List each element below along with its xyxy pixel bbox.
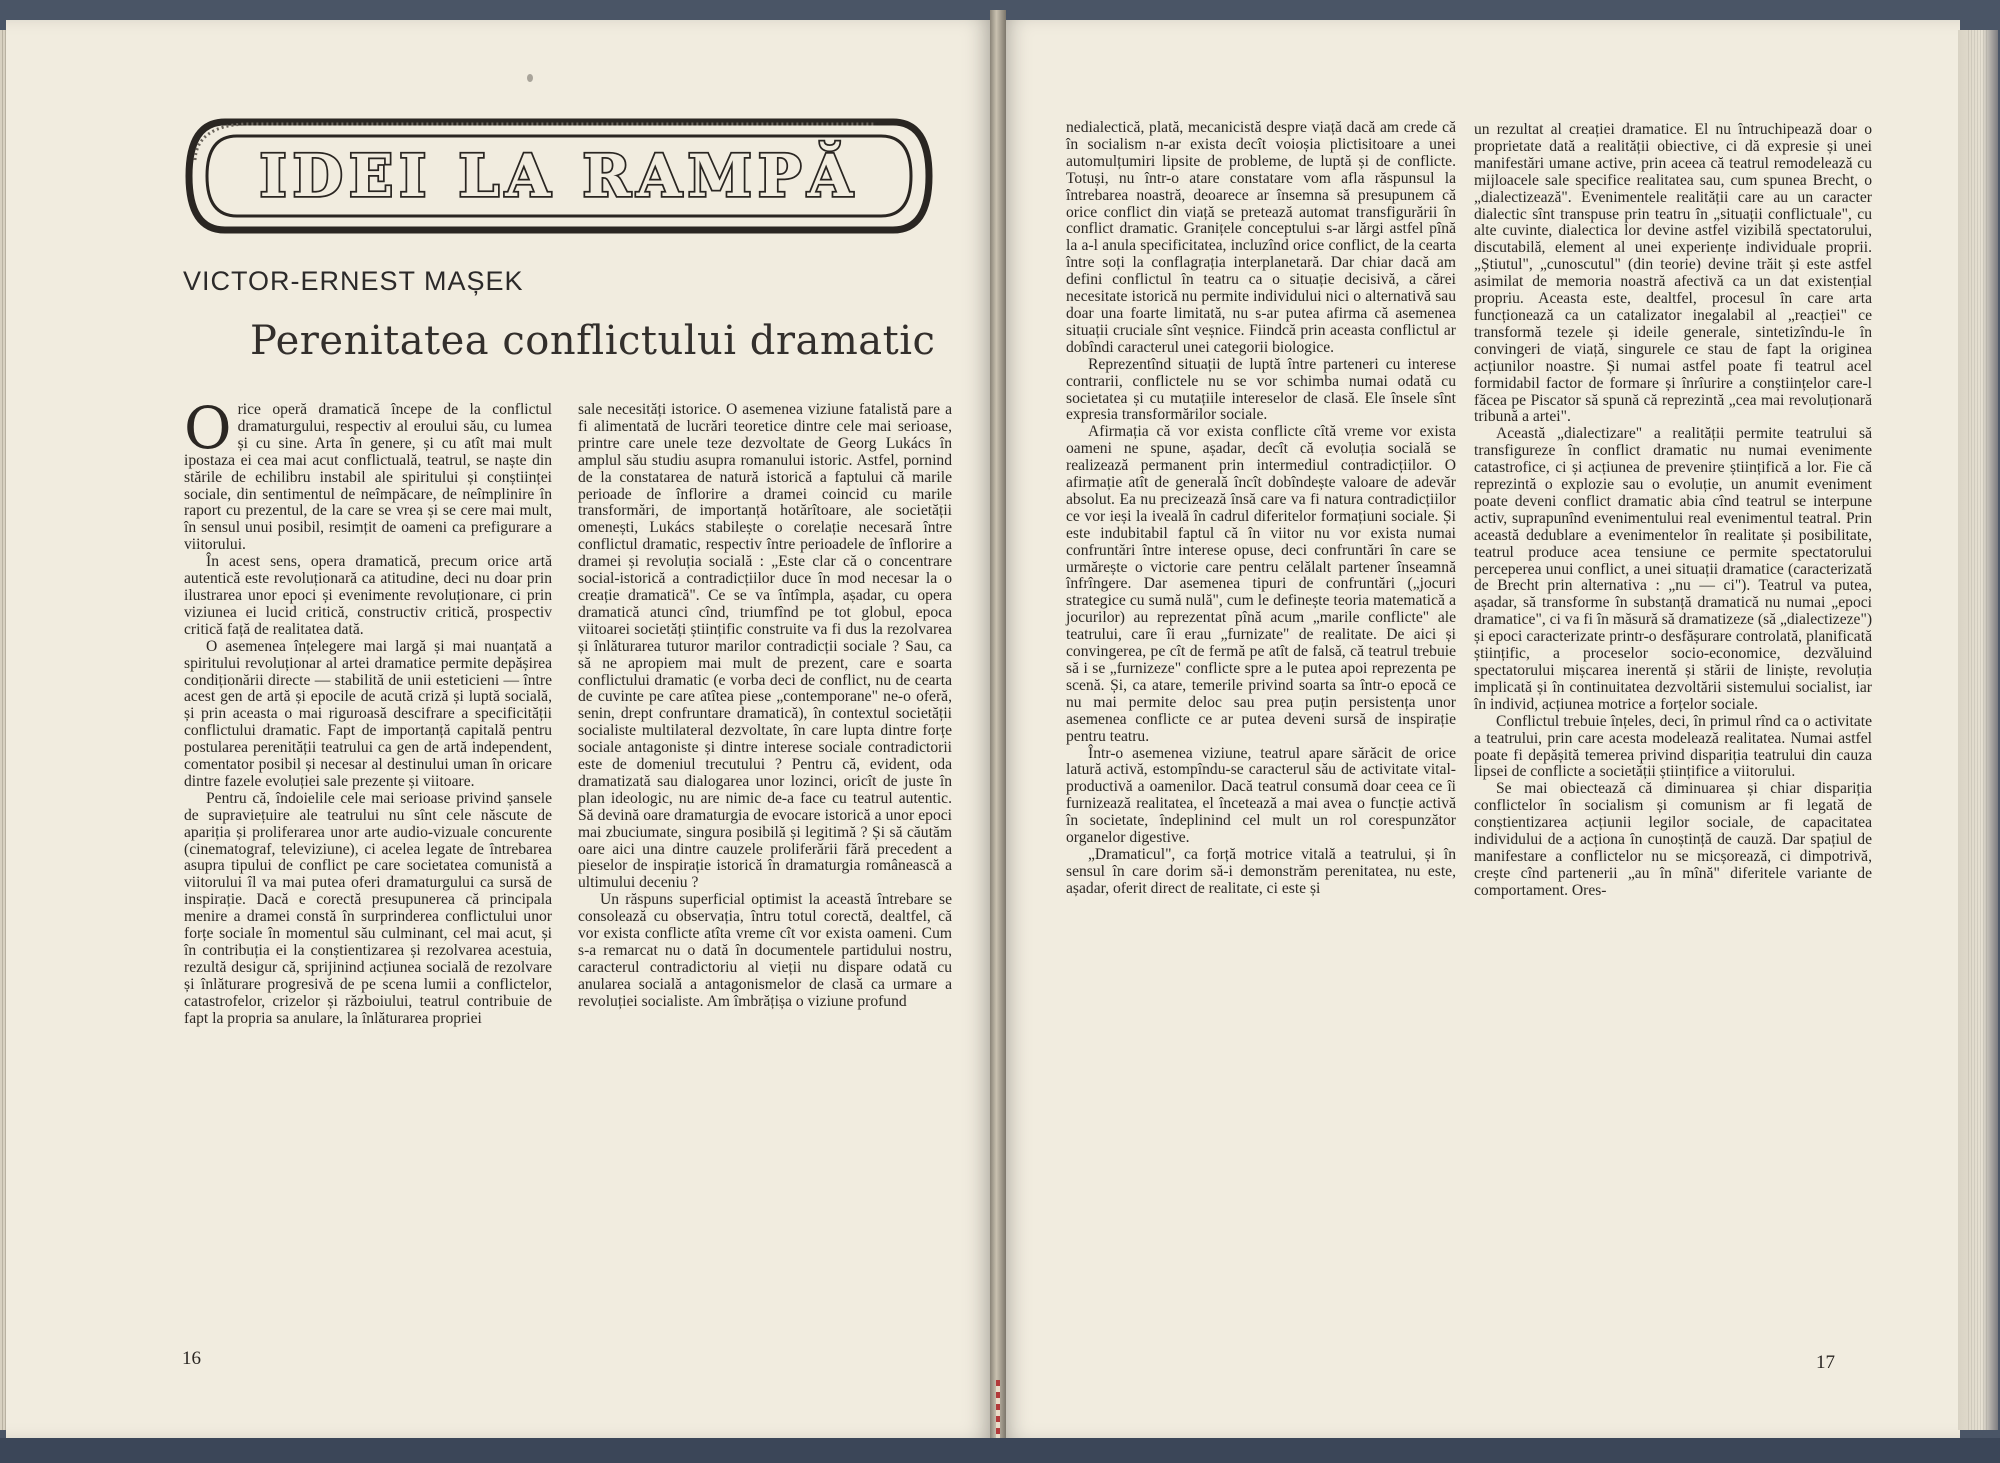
page-number-left: 16	[182, 1348, 201, 1369]
paragraph: „Dramaticul", ca forță motrice vitală a teatrului, și în sensul în care dorim să-i demonstrăm perenitatea, nu este, așadar, oferit direct de realitate, ci este și	[1066, 845, 1456, 897]
paragraph: Conflictul trebuie înțeles, deci, în primul rînd ca o activitate a teatrului, prin care acesta modelează realitatea. Numai astfel poate fi depășită temerea privind dispariția teatrului din cauza lipsei de conflicte a societății științifice a viitorului.	[1474, 712, 1872, 781]
page-number-right: 17	[1816, 1352, 1835, 1373]
paragraph: nedialectică, plată, mecanicistă despre viață dacă am crede că în socialism n-ar exista decît voioșia plictisitoare a unei automulțumiri lipsite de probleme, de luptă și de conflicte. Totuși, nu într-o atare constatare vom afla răspunsul la întrebarea noastră, deoarece ar însemna să presupunem că orice conflict din viață se pretează automat transfigurării în conflict dramatic. Granițele conceptului s-ar lărgi astfel pînă la a-l anula specificitatea, incluzînd orice conflict, de la cearta între soți la conflagrația interplanetară. Dar chiar dacă am defini conflictul în teatru ca o situație decisivă, a cărei necesitate istorică nu permite individului nici o alternativă sau doar una foarte limitată, nu s-ar putea afirma că asemenea situații cruciale sînt veșnice. Fiindcă prin aceasta conflictul ar dobîndi caracterul unei categorii biologice.	[1066, 119, 1456, 356]
binding-stitch	[996, 1380, 1000, 1440]
paragraph: rice operă dramatică începe de la conflictul dramaturgului, respectiv al eroului său, cu lumea și cu sine. Arta în genere, și cu atît mai mult ipostaza ei cea mai acut conflictuală, teatrul, se naște din stările de echilibru instabil ale spiritului și conștiinței sociale, din sentimentul de neîmpăcare, de neîmplinire în raport cu prezentul, de la care se vrea și se cere mai mult, în sensul unui posibil, resimțit de oameni ca prefigurare a viitorului.	[184, 401, 552, 554]
paragraph: Această „dialectizare" a realității permite teatrului să transfigureze în conflict dramatic nu numai evenimente catastrofice, ci și acțiunea de prevenire științifică a lor. Fie că reprezintă o explozie sau o evoluție, un anumit eveniment poate deveni conflict dramatic abia cînd teatrul se interpune activ, suprapunînd evenimentului real evenimentul teatral. Prin această dedublare a evenimentelor în realitate și posibilitate, teatrul produce acea tensiune ce permite spectatorului perceperea unui conflict, a unei situații dramatice (caracterizată de Brecht prin alternativa : „nu — ci"). Teatrul va putea, așadar, să transforme în substanță dramatică nu numai „epoci dramatice", ci va fi în măsură să dramatizeze (să „dialectizeze") și epoci caracterizate printr-o desfășurare controlată, planificată științific, a proceselor socio-economice, dezvăluind spectatorului mișcarea inerentă și stării de liniște, revoluția implicată și în continuitatea dezvoltării sistemului socialist, iar în individ, acțiunea motrice a forțelor sociale.	[1474, 425, 1873, 713]
left-column-1	[184, 394, 552, 1028]
paragraph: Într-o asemenea viziune, teatrul apare sărăcit de orice latură activă, estompîndu-se caracterul său de activitate vital-productivă a oamenilor. Dacă teatrul consumă doar ceea ce îi furnizează realitatea, el încetează a mai avea o funcție activă în societate, îndeplinind cel mult un rol corespunzător organelor digestive.	[1066, 744, 1456, 847]
paragraph: sale necesități istorice. O asemenea viziune fatalistă pare a fi alimentată de lucrări teoretice dintre cele mai serioase, printre care unele teze dezvoltate de Georg Lukács în amplul său studiu asupra romanului istoric. Astfel, pornind de la constatarea de natură istorică a faptului că marile perioade de înflorire a dramei coincid cu marile transformări, de importanță hotărîtoare, ale societății omenești, Lukács stabilește o corelație necesară între conflictul dramatic, respectiv între perioadele de înflorire a dramei și revoluția socială : „Este clar că o concentrare social-istorică a contradicțiilor duce în mod necesar la o creație dramatică". Ce se va întîmpla, așadar, cu opera dramatică atunci cînd, triumfînd pe tot globul, epoca viitoarei societăți științific construite va fi dus la rezolvarea și înlăturarea tuturor marilor contradicții sociale ? Sau, ca să ne apropiem mai mult de prezent, care e soarta conflictului dramatic (e vorba deci de conflict, nu de cearta de cuvinte pe care atîtea piese „contemporane" ne-o oferă, senin, drept confruntare dramatică), în contextul societății socialiste multilateral dezvoltate, în care lupta dintre forțe sociale antagoniste și dintre interese sociale contradictorii este de domeniul trecutului ? Pentru că, evident, oda dramatizată sau dialogarea unor lozinci, oricît de juste în plan ideologic, nu are nimic de-a face cu teatrul autentic. Să devină oare dramaturgia de evocare istorică a unor epoci mai zbuciumate, singura posibilă și legitimă ? Și să căutăm oare aici una dintre cauzele proliferării fără precedent a pieselor de inspirație istorică în dramaturgia românească a ultimului deceniu ?	[578, 401, 952, 892]
paragraph: Reprezentînd situații de luptă între parteneri cu interese contrarii, conflictele nu se vor schimba numai odată cu societatea și cu mutațiile intereselor de clasă. Ele însele sînt expresia transformărilor sociale.	[1066, 355, 1456, 424]
article-title: Perenitatea conflictului dramatic	[250, 318, 936, 364]
paragraph: Se mai obiectează că diminuarea și chiar dispariția conflictelor în socialism și comunism ar fi legată de conștientizarea acțiunii legilor sociale, de capacitatea individului de a acționa în cunoștință de cauză. Dar spațiul de manifestare a conflictelor nu se micșorează, ci dimpotrivă, crește cînd partenerii „au în mînă" diferitele variante de comportament. Ores-	[1474, 780, 1872, 899]
paragraph: În acest sens, opera dramatică, precum orice artă autentică este revoluționară ca atitudine, deci nu doar prin ilustrarea unor epoci și evenimente revoluționare, ci prin viziunea ei lucid critică, constructiv critică, prospectiv critică față de realitatea dată.	[184, 553, 552, 638]
book-gutter	[990, 10, 1006, 1450]
paragraph: Afirmația că vor exista conflicte cîtă vreme vor exista oameni ne spune, așadar, decît că evoluția socială se realizează permanent prin intermediul contradicțiilor. O afirmație atît de generală încît dobîndește valoare de adevăr absolut. Ea nu precizează însă care va fi natura contradicțiilor ce vor ieși la iveală în cadrul diferitelor formațiuni sociale. Și este indubitabil faptul că în viitor nu vor exista numai confruntări între interese opuse, deci confruntări în care se urmărește o victorie care pentru celălalt partener înseamnă înfrîngere. Dar asemenea tipuri de confruntări („jocuri strategice cu sumă nulă", cum le definește teoria matematică a jocurilor) au reprezentat pînă acum „marile conflicte" ale teatrului, care îi erau „furnizate" de realitate. De aici și convingerea, pe cît de fermă pe atît de falsă, că teatrul trebuie să i se „furnizeze" conflicte spre a le putea apoi reprezenta pe scenă. Și, ca atare, temerile privind soarta sa într-o epocă ce nu mai permite deloc sau prea puțin persistența unor asemenea conflicte ce ar putea deveni sursă de inspirație pentru teatru.	[1066, 423, 1456, 745]
masthead-frame	[185, 112, 933, 240]
drop-cap: O	[184, 394, 232, 462]
left-column-2	[578, 402, 952, 1011]
right-column-2	[1474, 122, 1872, 900]
paragraph: Pentru că, îndoielile cele mai serioase privind șansele de supraviețuire ale teatrului nu sînt cele născute de apariția și proliferarea unor arte audio-vizuale concurente (cinematograf, televiziune), ci acelea legate de întrebarea asupra tipului de conflict pe care societatea comunistă a viitorului îl va mai putea oferi dramaturgului ca sursă de inspirație. Dacă e corectă presupunerea că principala menire a dramei constă în surprinderea conflictului unor forțe sociale în momentul său culminant, cel mai acut, și în contribuția ei la conștientizarea și rezolvarea acestuia, rezultă desigur că, sprijinind acțiunea socială de rezolvare și înlăturare progresivă de pe scena lumii a conflictelor, catastrofelor, crizelor și războiului, teatrul contribuie de fapt la propria sa anulare, la înlăturarea propriei	[184, 789, 552, 1027]
cover-edge	[0, 1438, 2000, 1463]
section-title: IDEI LA RAMPĂ	[259, 142, 859, 210]
page-edge-right	[1958, 30, 1998, 1430]
paragraph: Un răspuns superficial optimist la această întrebare se consolează cu observația, întru totul corectă, dealtfel, că vor exista conflicte atîta vreme cît vor exista oameni. Cum s-a remarcat nu o dată în documentele partidului nostru, caracterul contradictoriu al vieții nu dispare odată cu anularea socială a antagonismelor de clasă ca urmare a revoluției socialiste. Am îmbrățișa o viziune profund	[578, 891, 952, 1010]
print-speck	[527, 74, 533, 82]
paragraph: un rezultat al creației dramatice. El nu întruchipează doar o proprietate dată a realității obiective, ci dă expresie și unei manifestări umane active, prin aceea că teatrul remodelează cu mijloacele sale specifice realitatea sau, cum spunea Brecht, o „dialectizează". Evenimentele realității care au un caracter dialectic sînt transpuse prin teatru în „situații conflictuale", cu alte cuvinte, dialectica lor devine astfel vizibilă spectatorului, discutabilă, element al unei experiențe individuale proprii. „Știutul", „cunoscutul" (din teorie) devine trăit și este astfel asimilat de memoria noastră afectivă ca un dat existențial propriu. Aceasta este, dealtfel, procesul în care arta funcționează ca un catalizator inegalabil al „reacției" ce transformă tezele și ideile generale, sintetizîndu-le în convingeri de viață, singurele ce stau de fapt la originea acțiunilor noastre. Și numai astfel poate fi teatrul acel formidabil factor de formare și înrîurire a conștiințelor care-l făcea pe Piscator să spună că reprezintă „cea mai revoluționară tribună a artei".	[1474, 121, 1872, 426]
author-byline: VICTOR-ERNEST MAȘEK	[183, 266, 524, 296]
right-column-1	[1066, 120, 1456, 898]
paragraph: O asemenea înțelegere mai largă și mai nuanțată a spiritului revoluționar al artei dramatice permite depășirea condiționării directe — stabilită de unii esteticieni — între acest gen de artă și epocile de acută criză și luptă socială, și prin aceasta o mai riguroasă descifrare a specificității conflictului dramatic. Fapt de importanță capitală pentru postularea perenității teatrului ca gen de artă independent, comentator posibil și necesar al destinului uman în oricare dintre fazele evoluției sale prezente și viitoare.	[184, 637, 552, 790]
section-masthead	[185, 112, 933, 240]
